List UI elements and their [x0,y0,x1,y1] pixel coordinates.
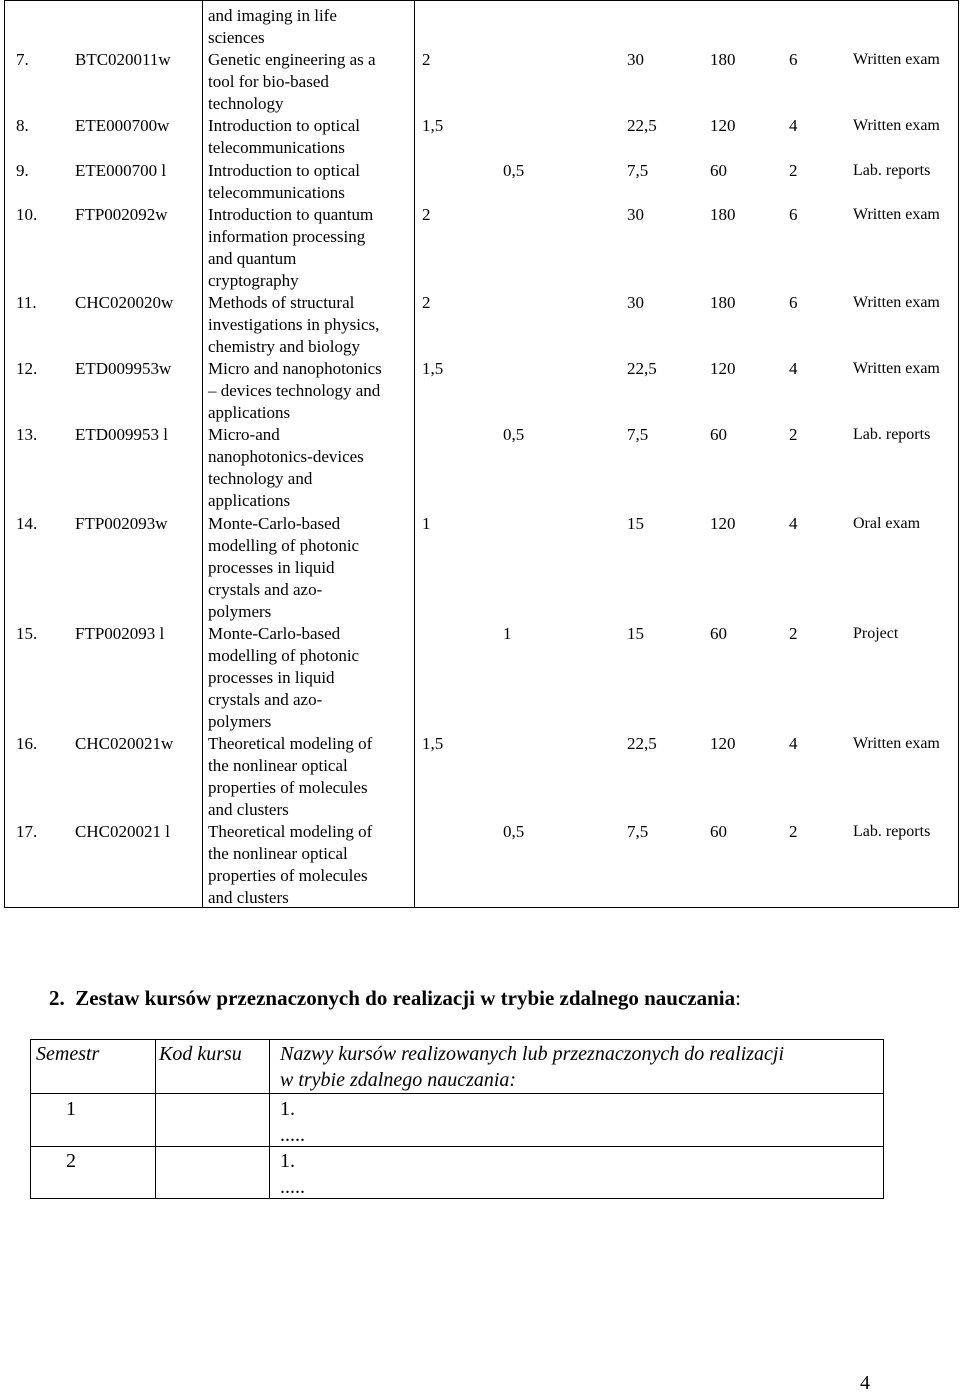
workload-value: 180 [710,50,736,69]
course-title: Genetic engineering as a tool for bio-based technology [208,50,376,113]
course-title: Monte-Carlo-based modelling of photonic processes in liquid crystals and azo- polymers [208,514,360,621]
ects-value: 1 [503,624,512,643]
assessment-form: Written exam [853,117,940,134]
ects-value: 2 [422,205,431,224]
header-course-names: Nazwy kursów realizowanych lub przeznaczonych do realizacji w trybie zdalnego nauczania: [280,1043,785,1091]
workload-value: 60 [710,624,727,643]
row-number: 8. [16,116,29,135]
semester-cell: 1 [66,1098,76,1120]
contact-hours-value: 2 [789,161,798,180]
semester-cell: 2 [66,1150,76,1172]
row-number: 14. [16,514,38,533]
hours-value: 30 [627,293,644,312]
section-heading [49,986,741,1011]
assessment-form: Oral exam [853,515,921,532]
course-code: FTP002092w [75,205,168,224]
workload-value: 60 [710,822,727,841]
ects-value: 1,5 [422,359,444,378]
course-title: Introduction to optical telecommunications [208,116,361,157]
workload-value: 180 [710,293,736,312]
course-item-more: ..... [280,1124,305,1146]
hours-value: 7,5 [627,425,649,444]
contact-hours-value: 2 [789,822,798,841]
header-divider [31,1093,883,1094]
section-number: 2. [49,986,65,1010]
contact-hours-value: 4 [789,116,798,135]
section-suffix: : [735,986,741,1010]
row-number: 13. [16,425,38,444]
hours-value: 22,5 [627,734,657,753]
column-divider [155,1040,156,1198]
hours-value: 22,5 [627,359,657,378]
assessment-form: Written exam [853,206,940,223]
course-title: Methods of structural investigations in physics, chemistry and biology [208,293,380,356]
column-divider [269,1040,270,1198]
hours-value: 30 [627,205,644,224]
ects-value: 2 [422,50,431,69]
course-code: ETD009953w [75,359,172,378]
contact-hours-value: 2 [789,624,798,643]
contact-hours-value: 4 [789,514,798,533]
course-title: Theoretical modeling of the nonlinear optical properties of molecules and clusters [208,734,373,819]
assessment-form: Written exam [853,294,940,311]
section-title: Zestaw kursów przeznaczonych do realizacji w trybie zdalnego nauczania [75,986,736,1010]
assessment-form: Lab. reports [853,823,931,840]
workload-value: 120 [710,734,736,753]
workload-value: 60 [710,161,727,180]
workload-value: 120 [710,116,736,135]
assessment-form: Written exam [853,735,940,752]
course-code: ETD009953 l [75,425,169,444]
ects-value: 1,5 [422,734,444,753]
contact-hours-value: 2 [789,425,798,444]
course-code: CHC020021w [75,734,174,753]
course-item: 1. [280,1150,295,1172]
course-code: FTP002093w [75,514,168,533]
course-item-more: ..... [280,1176,305,1198]
assessment-form: Written exam [853,51,940,68]
course-title: Monte-Carlo-based modelling of photonic processes in liquid crystals and azo- polymers [208,624,360,731]
course-table [4,0,959,908]
contact-hours-value: 4 [789,359,798,378]
row-number: 12. [16,359,38,378]
row-title-tail: and imaging in life sciences [208,6,337,47]
ects-value: 2 [422,293,431,312]
page-number: 4 [860,1372,870,1394]
course-title: Micro-and nanophotonics-devices technology and applications [208,425,364,510]
course-code: CHC020020w [75,293,174,312]
ects-value: 1 [422,514,431,533]
hours-value: 30 [627,50,644,69]
header-semester: Semestr [36,1043,100,1065]
course-code: FTP002093 l [75,624,165,643]
course-code: ETE000700w [75,116,170,135]
row-number: 11. [16,293,37,312]
course-title: Introduction to quantum information processing and quantum cryptography [208,205,374,290]
row-number: 10. [16,205,38,224]
remote-courses-table [30,1039,884,1199]
workload-value: 120 [710,359,736,378]
row-number: 9. [16,161,29,180]
contact-hours-value: 6 [789,50,798,69]
hours-value: 7,5 [627,822,649,841]
hours-value: 15 [627,624,644,643]
ects-value: 0,5 [503,161,525,180]
contact-hours-value: 6 [789,293,798,312]
assessment-form: Project [853,625,899,642]
column-divider [414,1,415,907]
course-title: Introduction to optical telecommunications [208,161,361,202]
course-title: Micro and nanophotonics – devices technology and applications [208,359,382,422]
assessment-form: Written exam [853,360,940,377]
course-code: BTC020011w [75,50,171,69]
assessment-form: Lab. reports [853,426,931,443]
row-number: 7. [16,50,29,69]
contact-hours-value: 4 [789,734,798,753]
workload-value: 60 [710,425,727,444]
course-title: Theoretical modeling of the nonlinear optical properties of molecules and clusters [208,822,373,907]
ects-value: 1,5 [422,116,444,135]
assessment-form: Lab. reports [853,162,931,179]
hours-value: 7,5 [627,161,649,180]
course-item: 1. [280,1098,295,1120]
hours-value: 22,5 [627,116,657,135]
ects-value: 0,5 [503,822,525,841]
workload-value: 180 [710,205,736,224]
course-code: CHC020021 l [75,822,170,841]
ects-value: 0,5 [503,425,525,444]
row-number: 15. [16,624,38,643]
workload-value: 120 [710,514,736,533]
row-divider [31,1146,883,1147]
row-number: 17. [16,822,38,841]
column-divider [202,1,203,907]
header-course-code: Kod kursu [159,1043,242,1065]
contact-hours-value: 6 [789,205,798,224]
hours-value: 15 [627,514,644,533]
row-number: 16. [16,734,38,753]
course-code: ETE000700 l [75,161,167,180]
